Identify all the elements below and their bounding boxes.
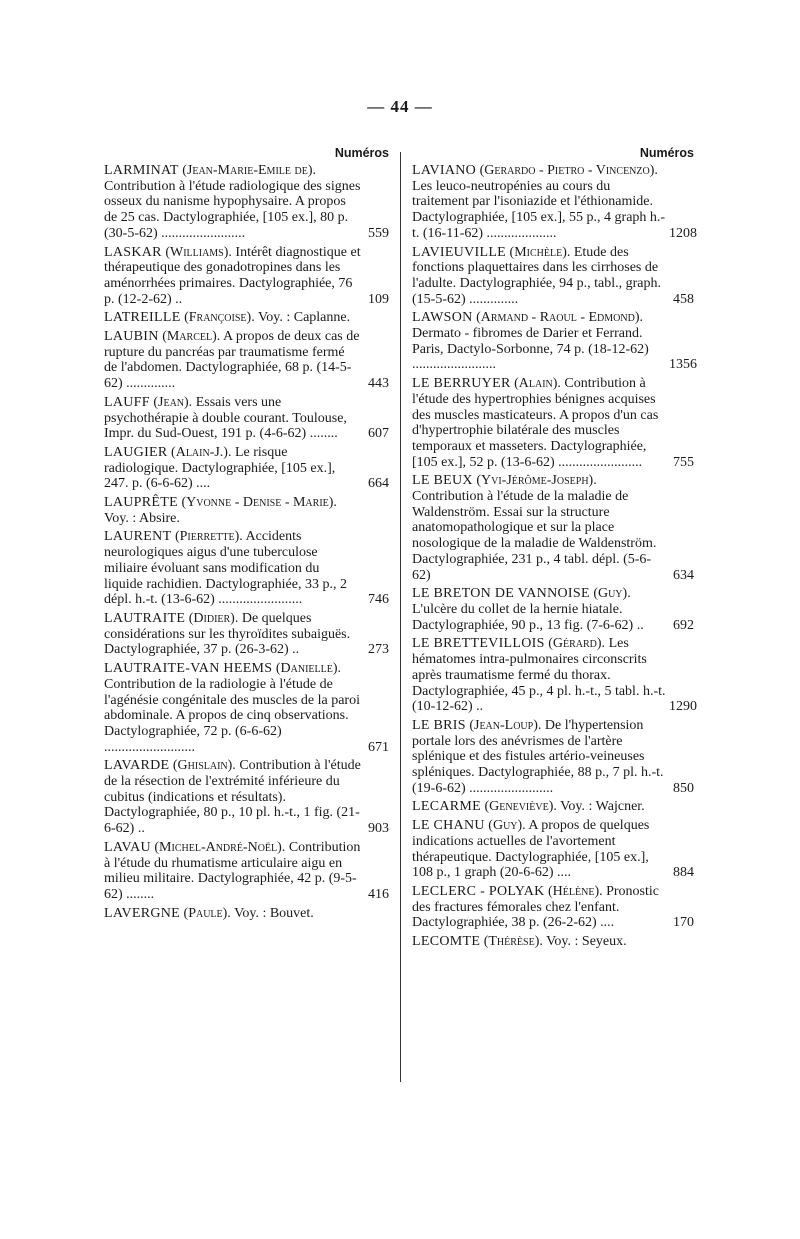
author-surname: LE BEUX (412, 473, 473, 489)
author-surname: LE BERRUYER (412, 376, 511, 392)
author-surname: LE BRETTEVILLOIS (412, 636, 545, 652)
thesis-description: De l'hypertension portale lors des anévrismes de l'artère splénique et des fistules artério-veineuses spléniques. Dactylographiée, 88 p., 7 pl. h.-t. (19-6-62) ........................ (412, 717, 664, 796)
entry-row (412, 884, 694, 931)
entry-row (104, 329, 389, 392)
thesis-number: 884 (673, 865, 694, 881)
thesis-number: 1290 (669, 699, 697, 715)
index-entry (104, 840, 389, 903)
author-surname: LATREILLE (104, 310, 181, 326)
author-given-names: (Ghislain). (172, 758, 236, 774)
entry-text (104, 163, 361, 242)
index-entry (104, 758, 389, 837)
author-surname: LAUGIER (104, 444, 168, 460)
thesis-description: Voy. : Bouvet. (234, 905, 314, 921)
thesis-description: Intérêt diagnostique et thérapeutique des gonadotropines dans les aménorrhées primaires. Dactylographiée, 76 p. (12-2-62) .. (104, 244, 361, 307)
index-entry (104, 906, 389, 922)
entry-text (412, 163, 669, 242)
entry-row (412, 799, 694, 815)
thesis-number: 634 (673, 567, 694, 583)
author-surname: LAUPRÊTE (104, 495, 178, 511)
left-column (104, 144, 389, 924)
author-given-names: (Yvi-Jérôme-Joseph). (476, 473, 597, 489)
entry-row (104, 310, 389, 326)
entry-row (104, 529, 389, 608)
thesis-description: Les hématomes intra-pulmonaires circonscrits après traumatisme fermé du thorax. Dactylographiée, 45 p., 4 pl. h.-t., 5 tabl. h.-t. (10-12-62) .. (412, 636, 666, 715)
author-surname: LE CHANU (412, 818, 485, 834)
left-entries (104, 163, 389, 921)
entry-text (104, 906, 361, 922)
author-given-names: (Paule). (183, 905, 231, 921)
thesis-number: 273 (368, 642, 389, 658)
author-surname: LAVIEUVILLE (412, 244, 507, 260)
thesis-description: Etude des fonctions plaquettaires dans les cirrhoses de l'adulte. Dactylographiée, 94 p., tabl., graph. (15-5-62) .............. (412, 244, 661, 307)
author-given-names: (Michel-André-Noël). (154, 839, 286, 855)
author-surname: LAUBIN (104, 329, 159, 345)
author-given-names: (Alain). (514, 376, 561, 392)
index-entry (412, 586, 694, 633)
author-surname: LAWSON (412, 310, 473, 326)
index-entry (104, 163, 389, 242)
index-entry (104, 661, 389, 755)
thesis-description: Voy. : Caplanne. (257, 310, 351, 326)
author-given-names: (Yvonne - Denise - Marie). (181, 495, 337, 511)
entry-row (104, 245, 389, 308)
author-given-names: (Didier). (188, 610, 239, 626)
index-entry (412, 245, 694, 308)
entry-row (104, 163, 389, 242)
thesis-description: Accidents neurologiques aigus d'une tuberculose miliaire évoluant sans modification du liquide rachidien. Dactylographiée, 33 p., 2 dépl. h.-t. (13-6-62) ........................ (104, 529, 347, 608)
thesis-description: Contribution de la radiologie à l'étude de l'agénésie congénitale des muscles de la paroi abdominale. A propos de cinq observations. Dactylographiée, 72 p. (6-6-62) .......................... (104, 676, 360, 755)
entry-text (104, 661, 361, 755)
thesis-description: Pronostic des fractures fémorales chez l'enfant. Dactylographiée, 38 p. (26-2-62) .... (412, 883, 659, 931)
thesis-number: 755 (673, 454, 694, 470)
author-surname: LAVERGNE (104, 905, 181, 921)
entry-row (104, 840, 389, 903)
author-surname: LAVARDE (104, 758, 170, 774)
thesis-description: Le risque radiologique. Dactylographiée, [105 ex.], 247. p. (6-6-62) .... (104, 444, 336, 492)
author-surname: LAURENT (104, 529, 172, 545)
thesis-description: Essais vers une psychothérapie à double courant. Toulouse, Impr. du Sud-Ouest, 191 p. (4-6-62) ........ (104, 394, 347, 442)
thesis-description: Dermato - fibromes de Darier et Ferrand. Paris, Dactylo-Sorbonne, 74 p. (18-12-62) ........................ (412, 326, 649, 373)
author-surname: LAVIANO (412, 163, 477, 178)
entry-row (104, 495, 389, 526)
author-given-names: (Danielle). (275, 661, 342, 677)
author-surname: LARMINAT (104, 163, 179, 178)
index-entry (104, 310, 389, 326)
index-entry (412, 934, 694, 950)
index-entry (412, 636, 697, 715)
thesis-number: 1208 (669, 225, 697, 241)
entry-row (412, 818, 694, 881)
index-entry (412, 799, 694, 815)
thesis-description: De quelques considérations sur les thyroïdites subaiguës. Dactylographiée, 37 p. (26-3-62) .. (104, 610, 351, 658)
entry-row (104, 445, 389, 492)
author-given-names: (Gérard). (548, 636, 606, 652)
index-entry (104, 529, 389, 608)
entry-text (412, 473, 669, 583)
index-entry (104, 329, 389, 392)
thesis-description: Contribution à l'étude radiologique des signes osseux du nanisme hypophysaire. A propos de 25 cas. Dactylographiée, [105 ex.], 80 p. (30-5-62) ........................ (104, 178, 361, 241)
entry-row (104, 395, 389, 442)
index-entry (412, 473, 694, 583)
entry-row (412, 934, 694, 950)
index-entry (104, 245, 389, 308)
author-given-names: (Thérèse). (483, 934, 543, 950)
thesis-number: 607 (368, 426, 389, 442)
entry-text (412, 376, 669, 470)
thesis-description: A propos de quelques indications actuelles de l'avortement thérapeutique. Dactylographiée, [105 ex.], 108 p., 1 graph (20-6-62) .... (412, 818, 650, 881)
entry-row (412, 718, 694, 797)
author-surname: LASKAR (104, 244, 162, 260)
author-given-names: (Armand - Raoul - Edmond). (476, 310, 643, 326)
thesis-number: 559 (368, 225, 389, 241)
thesis-number: 170 (673, 915, 694, 931)
thesis-number: 443 (368, 376, 389, 392)
entry-text (104, 329, 361, 392)
entry-text (412, 884, 669, 931)
entry-row (412, 376, 694, 470)
thesis-description: L'ulcère du collet de la hernie hiatale. Dactylographiée, 90 p., 13 fig. (7-6-62) .. (412, 601, 644, 633)
entry-row (412, 636, 697, 715)
entry-row (412, 163, 697, 242)
index-entry (412, 163, 697, 242)
right-column (412, 144, 697, 953)
thesis-description: Voy. : Wajcner. (560, 799, 645, 815)
entry-text (412, 718, 669, 797)
author-given-names: (Geneviève). (484, 799, 557, 815)
entry-text (104, 245, 361, 308)
entry-text (104, 611, 361, 658)
entry-row (104, 906, 389, 922)
index-entry (412, 310, 697, 373)
entry-text (412, 934, 669, 950)
entry-text (104, 495, 361, 526)
index-entry (412, 376, 694, 470)
entry-row (104, 611, 389, 658)
entry-text (412, 799, 669, 815)
thesis-number: 903 (368, 821, 389, 837)
index-entry (104, 611, 389, 658)
entry-text (412, 586, 669, 633)
author-given-names: (Gerardo - Pietro - Vincenzo). (479, 163, 658, 178)
author-surname: LAUTRAITE (104, 610, 186, 626)
author-given-names: (Hélène). (548, 883, 603, 899)
entry-row (412, 473, 694, 583)
author-surname: LAUFF (104, 394, 150, 410)
author-given-names: (Guy). (593, 586, 631, 602)
thesis-description: Les leuco-neutropénies au cours du traitement par l'isoniazide et l'éthionamide. Dactylographiée, [105 ex.], 55 p., 4 graph h.-t. (16-11-62) .................... (412, 178, 666, 241)
index-entry (104, 395, 389, 442)
entry-text (104, 758, 361, 837)
column-divider (400, 152, 401, 1082)
author-given-names: (Jean). (153, 394, 193, 410)
thesis-number: 416 (368, 886, 389, 902)
entry-text (104, 840, 361, 903)
entry-row (412, 586, 694, 633)
thesis-description: Voy. : Seyeux. (546, 934, 627, 950)
index-entry (104, 445, 389, 492)
thesis-description: Contribution à l'étude des hypertrophies bénignes acquises des muscles masticateurs. A propos d'un cas d'hypertrophie bilatérale des muscles temporaux et masseters. Dactylographiée, [105 ex.], 52 p. (13-6-62) ........................ (412, 376, 659, 470)
entry-text (104, 445, 361, 492)
index-entry (104, 495, 389, 526)
author-surname: LECLERC - POLYAK (412, 883, 545, 899)
thesis-number: 664 (368, 476, 389, 492)
entry-text (412, 245, 669, 308)
thesis-description: A propos de deux cas de rupture du pancréas par traumatisme fermé de l'abdomen. Dactylographiée, 68 p. (14-5-62) .............. (104, 329, 360, 392)
thesis-description: Contribution à l'étude du rhumatisme articulaire aigu en milieu militaire. Dactylographiée, 42 p. (9-5-62) ........ (104, 839, 361, 902)
author-surname: LECARME (412, 799, 481, 815)
author-surname: LE BRETON DE VANNOISE (412, 586, 590, 602)
thesis-number: 671 (368, 739, 389, 755)
right-entries (412, 163, 697, 950)
author-given-names: (Alain-J.). (171, 444, 232, 460)
author-given-names: (Jean-Marie-Emile de). (182, 163, 316, 178)
author-given-names: (Williams). (165, 244, 232, 260)
entry-row (412, 245, 694, 308)
index-entry (412, 818, 694, 881)
column-header-left: Numéros (334, 146, 389, 160)
entry-text (104, 529, 361, 608)
column-header-right: Numéros (639, 146, 694, 160)
entry-text (412, 310, 669, 373)
author-surname: LAUTRAITE-VAN HEEMS (104, 661, 273, 677)
entry-row (412, 310, 697, 373)
thesis-number: 850 (673, 780, 694, 796)
index-entry (412, 718, 694, 797)
index-entry (412, 884, 694, 931)
entry-row (104, 758, 389, 837)
thesis-description: Contribution à l'étude de la résection de l'extrémité inférieure du cubitus (indications et résultats). Dactylographiée, 80 p., 10 pl. h.-t., 1 fig. (21-6-62) .. (104, 758, 361, 837)
author-given-names: (Pierrette). (174, 529, 243, 545)
author-surname: LECOMTE (412, 934, 481, 950)
author-given-names: (Marcel). (162, 329, 221, 345)
thesis-number: 746 (368, 592, 389, 608)
entry-text (104, 310, 361, 326)
thesis-number: 458 (673, 291, 694, 307)
thesis-number: 109 (368, 291, 389, 307)
author-surname: LAVAU (104, 839, 151, 855)
author-given-names: (Jean-Loup). (469, 717, 542, 733)
thesis-description: Contribution à l'étude de la maladie de Waldenström. Essai sur la structure anatomopathologique et sur la place nosologique de la maladie de Waldenström. Dactylographiée, 231 p., 4 tabl. dépl. (5-6-62) (412, 489, 657, 583)
entry-text (412, 636, 669, 715)
thesis-number: 692 (673, 617, 694, 633)
author-surname: LE BRIS (412, 717, 466, 733)
entry-text (104, 395, 361, 442)
author-given-names: (Michèle). (509, 244, 571, 260)
page-number: — 44 — (367, 97, 433, 116)
author-given-names: (Guy). (488, 818, 526, 834)
thesis-number: 1356 (669, 357, 697, 373)
author-given-names: (Françoise). (184, 310, 255, 326)
entry-text (412, 818, 669, 881)
thesis-description: Voy. : Absire. (104, 510, 180, 526)
entry-row (104, 661, 389, 755)
